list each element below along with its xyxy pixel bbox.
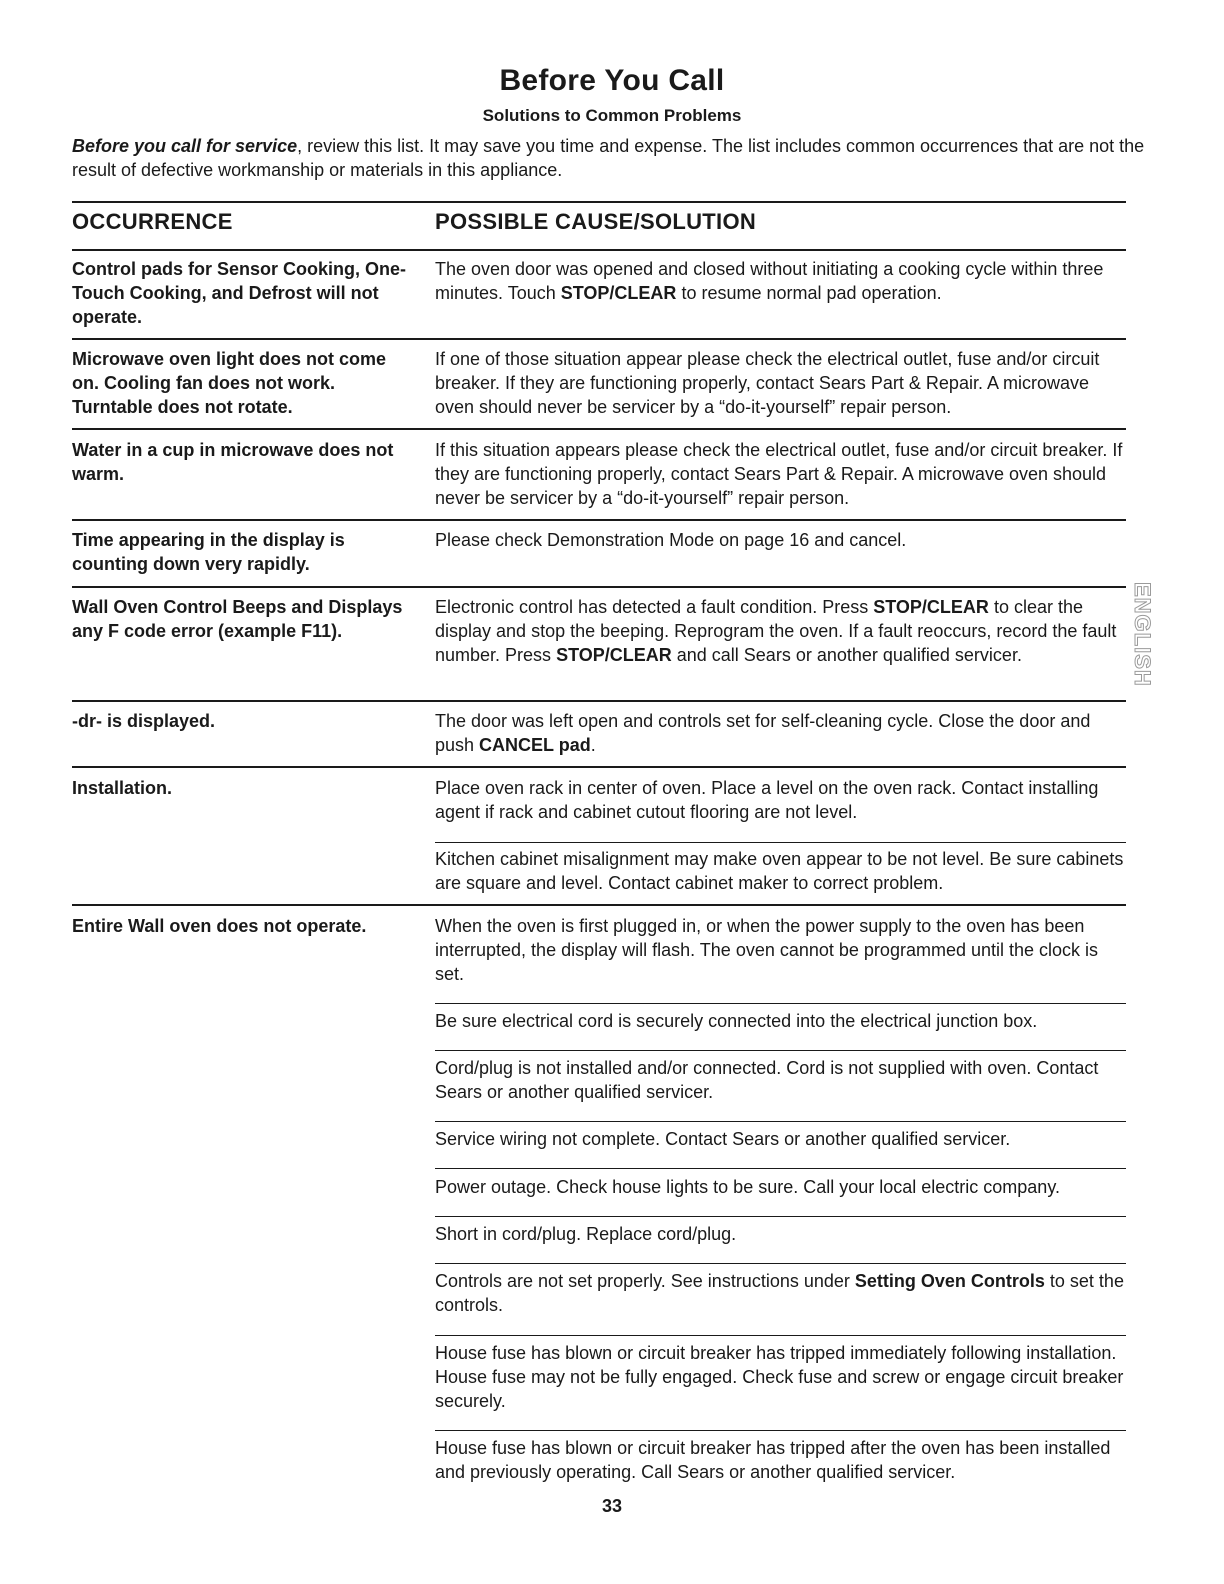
solution-text: Please check Demonstration Mode on page 16 and cancel. [435,530,907,550]
row-divider [72,700,1126,702]
intro-paragraph [72,134,1152,182]
solution-text: Service wiring not complete. Contact Sears or another qualified servicer. [435,1129,1011,1149]
solution-text: If this situation appears please check the electrical outlet, fuse and/or circuit breaker. If they are functioning properly, contact Sears Part & Repair. A microwave oven should never be servicer by a “do-it-yourself” repair person. [435,440,1123,508]
occurrence-text: Control pads for Sensor Cooking, One-Touch Cooking, and Defrost will not operate. [72,259,407,327]
sub-row-divider [435,1168,1126,1169]
page-subtitle: Solutions to Common Problems [482,106,742,125]
occurrence-text: Wall Oven Control Beeps and Displays any F code error (example F11). [72,597,403,641]
row-divider [72,338,1126,340]
solution-text: Electronic control has detected a fault condition. Press STOP/CLEAR to clear the display and stop the beeping. Reprogram the oven. If a fault reoccurs, record the fault number. Press STOP/CLEAR and call Sears or another qualified servicer. [435,597,1117,665]
page-number: 33 [601,1496,623,1516]
solution-text: If one of those situation appear please check the electrical outlet, fuse and/or circuit breaker. If they are functioning properly, contact Sears Part & Repair. A microwave oven should never be servicer by a “do-it-yourself” repair person. [435,349,1100,417]
sub-row-divider [435,1003,1126,1004]
table-top-rule [72,201,1126,203]
solution-text: Kitchen cabinet misalignment may make oven appear to be not level. Be sure cabinets are square and level. Contact cabinet maker to correct problem. [435,849,1124,893]
column-header-solution: POSSIBLE CAUSE/SOLUTION [435,209,757,234]
row-divider [72,766,1126,768]
solution-text: Place oven rack in center of oven. Place a level on the oven rack. Contact installing agent if rack and cabinet cutout flooring are not level. [435,778,1099,822]
column-header-occurrence: OCCURRENCE [72,209,233,234]
table-header-rule [72,249,1126,251]
occurrence-text: Time appearing in the display is counting down very rapidly. [72,530,345,574]
solution-text: The door was left open and controls set for self-cleaning cycle. Close the door and push CANCEL pad. [435,711,1091,755]
row-divider [72,428,1126,430]
side-language-tab [1128,580,1155,720]
solution-text: Be sure electrical cord is securely connected into the electrical junction box. [435,1011,1038,1031]
side-language-label: ENGLISH [1130,582,1155,687]
sub-row-divider [435,1216,1126,1217]
solution-text: Cord/plug is not installed and/or connected. Cord is not supplied with oven. Contact Sears or another qualified servicer. [435,1058,1099,1102]
solution-text: Short in cord/plug. Replace cord/plug. [435,1224,737,1244]
row-divider [72,904,1126,906]
solution-text: The oven door was opened and closed without initiating a cooking cycle within three minutes. Touch STOP/CLEAR to resume normal pad operation. [435,259,1104,303]
page-title: Before You Call [499,64,725,97]
intro-text: , review this list. It may save you time and expense. The list includes common occurrences that are not the result of defective workmanship or materials in this appliance. [72,136,1145,180]
intro-lead: Before you call for service [72,136,298,156]
row-divider [72,586,1126,588]
occurrence-text: Installation. [72,778,173,798]
sub-row-divider [435,1335,1126,1336]
sub-row-divider [435,842,1126,843]
occurrence-text: -dr- is displayed. [72,711,216,731]
solution-text: Power outage. Check house lights to be sure. Call your local electric company. [435,1177,1060,1197]
solution-text: Controls are not set properly. See instructions under Setting Oven Controls to set the controls. [435,1271,1124,1315]
sub-row-divider [435,1050,1126,1051]
occurrence-text: Water in a cup in microwave does not warm. [72,440,394,484]
sub-row-divider [435,1121,1126,1122]
occurrence-text: Microwave oven light does not come on. Cooling fan does not work. Turntable does not rotate. [72,349,387,417]
sub-row-divider [435,1430,1126,1431]
solution-text: When the oven is first plugged in, or when the power supply to the oven has been interrupted, the display will flash. The oven cannot be programmed until the clock is set. [435,916,1099,984]
row-divider [72,519,1126,521]
occurrence-text: Entire Wall oven does not operate. [72,916,367,936]
solution-text: House fuse has blown or circuit breaker has tripped after the oven has been installed and previously operating. Call Sears or another qualified servicer. [435,1438,1111,1482]
sub-row-divider [435,1263,1126,1264]
solution-text: House fuse has blown or circuit breaker has tripped immediately following installation. House fuse may not be fully engaged. Check fuse and screw or engage circuit breaker securely. [435,1343,1124,1411]
